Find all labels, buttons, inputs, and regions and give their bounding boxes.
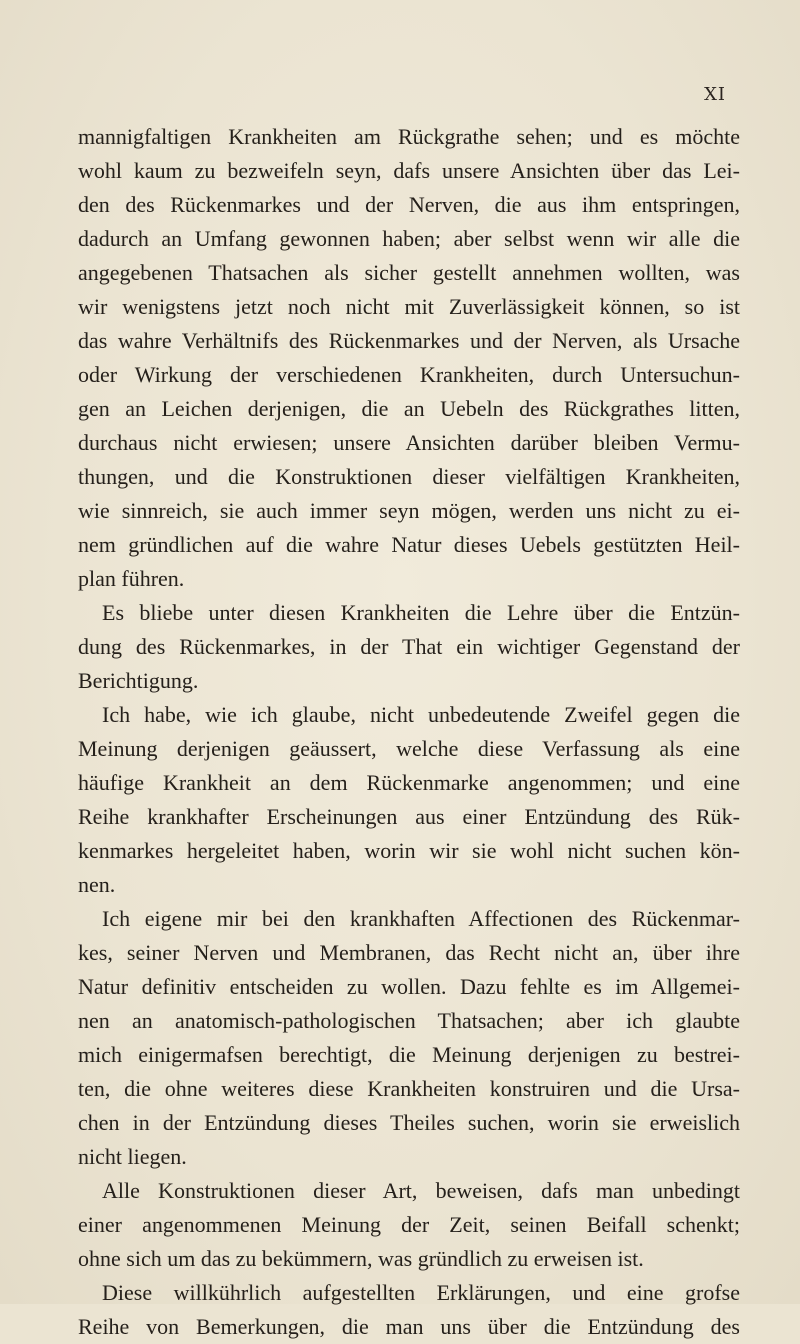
text-line: nicht liegen.: [78, 1144, 187, 1169]
text-line: Es bliebe unter diesen Krankheiten die Lehre über die Entzün-: [102, 600, 740, 625]
text-line: plan führen.: [78, 566, 185, 591]
text-line: oder Wirkung der verschiedenen Krankheiten, durch Untersuchun-: [78, 362, 740, 387]
text-line: Reihe von Bemerkungen, die man uns über die Entzündung des: [78, 1314, 740, 1339]
text-line: nen.: [78, 872, 116, 897]
text-line: häufige Krankheit an dem Rückenmarke angenommen; und eine: [78, 770, 740, 795]
text-line: angegebenen Thatsachen als sicher gestellt annehmen wollten, was: [78, 260, 740, 285]
text-line: einer angenommenen Meinung der Zeit, seinen Beifall schenkt;: [78, 1212, 740, 1237]
text-line: Natur definitiv entscheiden zu wollen. Dazu fehlte es im Allgemei-: [78, 974, 740, 999]
text-line: mich einigermafsen berechtigt, die Meinung derjenigen zu bestrei-: [78, 1042, 740, 1067]
text-line: wohl kaum zu bezweifeln seyn, dafs unsere Ansichten über das Lei-: [78, 158, 740, 183]
text-line: durchaus nicht erwiesen; unsere Ansichten darüber bleiben Vermu-: [78, 430, 740, 455]
text-line: Ich eigene mir bei den krankhaften Affectionen des Rückenmar-: [102, 906, 740, 931]
page-number: XI: [704, 84, 726, 105]
text-line: dadurch an Umfang gewonnen haben; aber selbst wenn wir alle die: [78, 226, 740, 251]
text-line: Alle Konstruktionen dieser Art, beweisen, dafs man unbedingt: [102, 1178, 740, 1203]
text-line: chen in der Entzündung dieses Theiles suchen, worin sie erweislich: [78, 1110, 740, 1135]
body-text: [78, 120, 740, 1344]
text-line: gen an Leichen derjenigen, die an Uebeln des Rückgrathes litten,: [78, 396, 740, 421]
text-line: ohne sich um das zu bekümmern, was gründlich zu erweisen ist.: [78, 1246, 644, 1271]
text-line: wie sinnreich, sie auch immer seyn mögen, werden uns nicht zu ei-: [78, 498, 740, 523]
text-line: das wahre Verhältnifs des Rückenmarkes und der Nerven, als Ursache: [78, 328, 740, 353]
text-line: thungen, und die Konstruktionen dieser vielfältigen Krankheiten,: [78, 464, 740, 489]
text-line: kenmarkes hergeleitet haben, worin wir sie wohl nicht suchen kön-: [78, 838, 740, 863]
text-line: Reihe krankhafter Erscheinungen aus einer Entzündung des Rük-: [78, 804, 740, 829]
text-line: Berichtigung.: [78, 668, 199, 693]
text-line: Ich habe, wie ich glaube, nicht unbedeutende Zweifel gegen die: [102, 702, 740, 727]
text-line: dung des Rückenmarkes, in der That ein wichtiger Gegenstand der: [78, 634, 740, 659]
text-line: den des Rückenmarkes und der Nerven, die aus ihm entspringen,: [78, 192, 740, 217]
text-line: mannigfaltigen Krankheiten am Rückgrathe sehen; und es möchte: [78, 124, 740, 149]
text-line: nen an anatomisch-pathologischen Thatsachen; aber ich glaubte: [78, 1008, 740, 1033]
text-line: Diese willkührlich aufgestellten Erklärungen, und eine grofse: [102, 1280, 740, 1305]
text-line: wir wenigstens jetzt noch nicht mit Zuverlässigkeit können, so ist: [78, 294, 740, 319]
text-line: nem gründlichen auf die wahre Natur dieses Uebels gestützten Heil-: [78, 532, 740, 557]
text-line: ten, die ohne weiteres diese Krankheiten konstruiren und die Ursa-: [78, 1076, 740, 1101]
text-line: kes, seiner Nerven und Membranen, das Recht nicht an, über ihre: [78, 940, 740, 965]
text-line: Meinung derjenigen geäussert, welche diese Verfassung als eine: [78, 736, 740, 761]
